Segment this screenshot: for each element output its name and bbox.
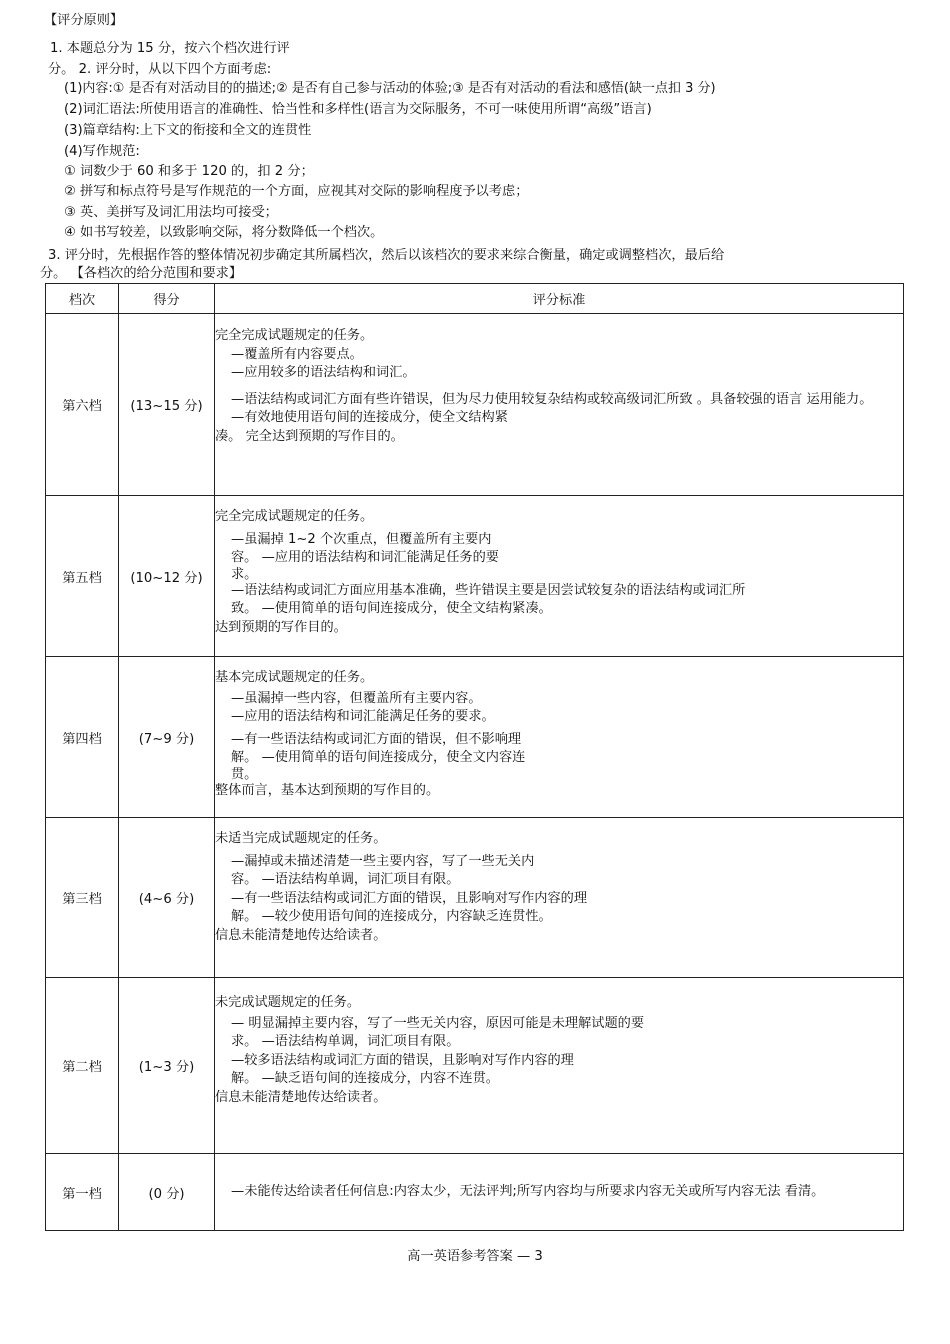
criteria-line: 解。 —使用简单的语句间连接成分，使全文内容连 — [231, 750, 526, 765]
criteria-line: —覆盖所有内容要点。 — [231, 346, 363, 362]
criteria-line: 解。 —较少使用语句间的连接成分，内容缺乏连贯性。 — [231, 909, 552, 924]
criteria-line: 达到预期的写作目的。 — [215, 619, 347, 635]
table-row — [46, 818, 904, 978]
criteria-line: — 明显漏掉主要内容，写了一些无关内容，原因可能是未理解试题的要 — [231, 1015, 645, 1031]
criteria-line: 完全完成试题规定的任务。 — [215, 328, 374, 343]
level-cell: 第一档 — [46, 1154, 119, 1231]
criteria-line: —虽漏掉 1~2 个次重点，但覆盖所有主要内 — [231, 531, 492, 547]
level-cell: 第二档 — [46, 978, 119, 1154]
criteria-cell — [215, 314, 904, 496]
grade-bands-heading: 分。 【各档次的给分范围和要求】 — [40, 266, 243, 281]
criteria-line: 基本完成试题规定的任务。 — [215, 670, 374, 685]
criteria-line: 未适当完成试题规定的任务。 — [215, 831, 387, 846]
level-cell: 第六档 — [46, 314, 119, 496]
criteria-line: 求。 —语法结构单调，词汇项目有限。 — [231, 1034, 460, 1049]
criterion-structure: (3)篇章结构:上下文的衔接和全文的连贯性 — [64, 123, 312, 138]
criteria-line: —语法结构或词汇方面有些许错误，但为尽力使用较复杂结构或较高级词汇所致 。具备较强的语言 运用能力。 — [231, 391, 873, 407]
criteria-line: —较多语法结构或词汇方面的错误，且影响对写作内容的理 — [231, 1052, 574, 1068]
criteria-line: 未完成试题规定的任务。 — [215, 995, 361, 1010]
principle-2: 分。 2. 评分时，从以下四个方面考虑: — [48, 62, 272, 77]
criteria-cell — [215, 496, 904, 657]
criteria-cell — [215, 818, 904, 978]
score-cell: (7~9 分) — [119, 657, 215, 818]
criteria-line: —应用的语法结构和词汇能满足任务的要求。 — [231, 709, 495, 724]
criteria-line: 容。 —应用的语法结构和词汇能满足任务的要 — [231, 550, 499, 565]
table-row — [46, 1154, 904, 1231]
table-row — [46, 657, 904, 818]
criteria-line: 求。 — [231, 566, 258, 582]
criteria-line: —虽漏掉一些内容，但覆盖所有主要内容。 — [231, 690, 482, 706]
criteria-cell — [215, 978, 904, 1154]
header-level: 档次 — [46, 284, 119, 314]
table-header-row — [46, 284, 904, 314]
criteria-line: 信息未能清楚地传达给读者。 — [215, 927, 387, 943]
criteria-line: 完全完成试题规定的任务。 — [215, 509, 374, 524]
writing-rule-1: ① 词数少于 60 和多于 120 的，扣 2 分； — [64, 164, 314, 179]
level-cell: 第三档 — [46, 818, 119, 978]
criteria-line: —漏掉或未描述清楚一些主要内容，写了一些无关内 — [231, 853, 535, 869]
level-cell: 第四档 — [46, 657, 119, 818]
criteria-line: —有一些语法结构或词汇方面的错误，但不影响理 — [231, 731, 522, 747]
header-criteria: 评分标准 — [215, 284, 904, 314]
writing-rule-3: ③ 英、美拼写及词汇用法均可接受； — [64, 205, 278, 220]
score-cell: (10~12 分) — [119, 496, 215, 657]
level-cell: 第五档 — [46, 496, 119, 657]
principle-1: 1. 本题总分为 15 分，按六个档次进行评 — [50, 41, 290, 56]
score-cell: (0 分) — [119, 1154, 215, 1231]
criteria-line: 致。 —使用简单的语句间连接成分，使全文结构紧凑。 — [231, 601, 552, 616]
criteria-line: —应用较多的语法结构和词汇。 — [231, 365, 416, 380]
grading-table — [45, 283, 904, 1231]
criteria-line: 贯。 — [231, 766, 258, 782]
writing-rule-4: ④ 如书写较差，以致影响交际，将分数降低一个档次。 — [64, 225, 384, 240]
criteria-line: —未能传达给读者任何信息:内容太少，无法评判;所写内容均与所要求内容无关或所写内容无法 看清。 — [231, 1183, 825, 1199]
criteria-cell — [215, 657, 904, 818]
criterion-writing: (4)写作规范: — [64, 144, 140, 159]
criterion-content: (1)内容:① 是否有对活动目的的描述;② 是否有自己参与活动的体验;③ 是否有对活动的看法和感悟(缺一点扣 3 分) — [64, 81, 716, 96]
criteria-line: 解。 —缺乏语句间的连接成分，内容不连贯。 — [231, 1071, 499, 1086]
principle-3: 3. 评分时，先根据作答的整体情况初步确定其所属档次，然后以该档次的要求来综合衡量，确定或调整档次，最后给 — [48, 248, 725, 263]
score-cell: (4~6 分) — [119, 818, 215, 978]
writing-rule-2: ② 拼写和标点符号是写作规范的一个方面，应视其对交际的影响程度予以考虑； — [64, 184, 529, 199]
score-cell: (13~15 分) — [119, 314, 215, 496]
header-score: 得分 — [119, 284, 215, 314]
scoring-principles-heading: 【评分原则】 — [44, 13, 124, 28]
criteria-line: —语法结构或词汇方面应用基本准确，些许错误主要是因尝试较复杂的语法结构或词汇所 — [231, 582, 746, 598]
criteria-line: 凑。 完全达到预期的写作目的。 — [215, 428, 404, 444]
page-footer: 高一英语参考答案 — 3 — [407, 1249, 543, 1264]
criterion-vocabulary: (2)词汇语法:所使用语言的准确性、恰当性和多样性(语言为交际服务，不可一味使用所谓“高级”语言) — [64, 102, 652, 117]
criteria-line: 信息未能清楚地传达给读者。 — [215, 1089, 387, 1105]
table-row — [46, 496, 904, 657]
criteria-line: —有效地使用语句间的连接成分，使全文结构紧 — [231, 410, 508, 425]
criteria-line: —有一些语法结构或词汇方面的错误，且影响对写作内容的理 — [231, 890, 588, 906]
criteria-line: 容。 —语法结构单调，词汇项目有限。 — [231, 872, 460, 887]
table-row — [46, 314, 904, 496]
table-row — [46, 978, 904, 1154]
score-cell: (1~3 分) — [119, 978, 215, 1154]
criteria-cell — [215, 1154, 904, 1231]
criteria-line: 整体而言，基本达到预期的写作目的。 — [215, 782, 440, 798]
